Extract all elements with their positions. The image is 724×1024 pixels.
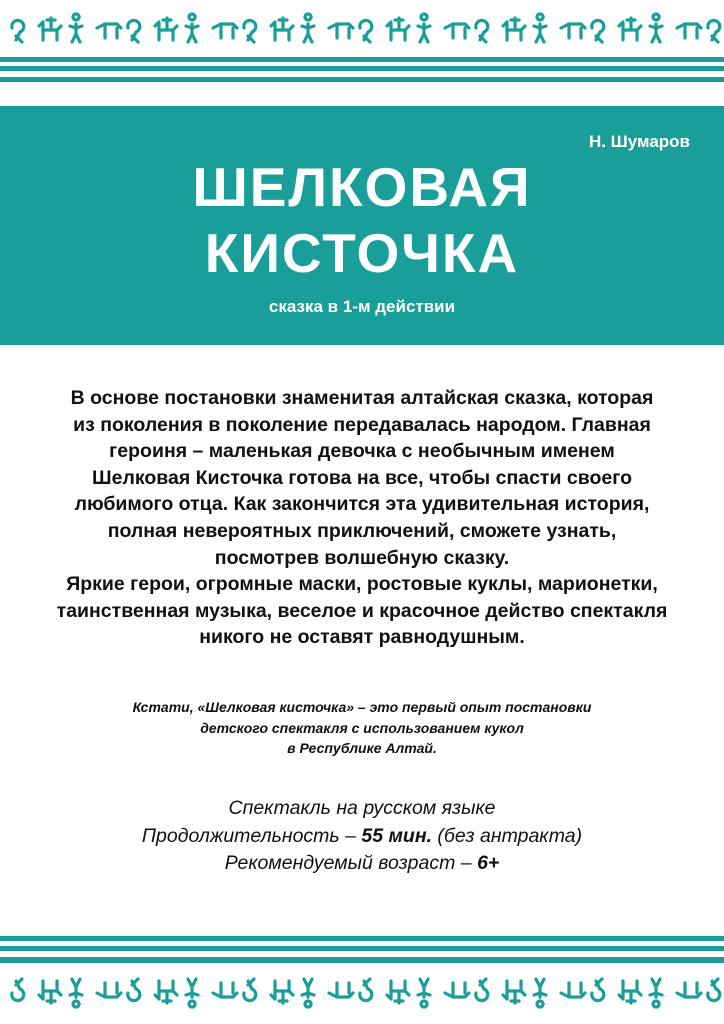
- title-line-1: ШЕЛКОВАЯ: [192, 156, 532, 218]
- note-line: в Республике Алтай.: [287, 740, 437, 756]
- petroglyph-icon: [155, 981, 177, 1003]
- description-line: Шелковая Кисточка готова на все, чтобы спасти своего: [92, 466, 632, 489]
- note-line: Кстати, «Шелковая кисточка» – это первый опыт постановки: [132, 699, 592, 715]
- age-info: [0, 850, 724, 878]
- petroglyph-icon: [476, 20, 488, 42]
- duration-value: 55 мин.: [361, 824, 433, 847]
- petroglyph-icon: [650, 14, 662, 42]
- note: [0, 697, 724, 759]
- petroglyph-icon: [561, 983, 585, 997]
- description-line: никого не оставят равнодушным.: [199, 626, 525, 649]
- description-line: таинственная музыка, веселое и красочное действо спектакля: [56, 599, 668, 622]
- petroglyph-icon: [387, 18, 409, 40]
- petroglyph-icon: [619, 981, 641, 1003]
- petroglyph-icon: [445, 24, 469, 38]
- bottom-stripe-2: [0, 946, 724, 951]
- description-line: В основе постановки знаменитая алтайская сказка, которая: [70, 387, 654, 409]
- petroglyph-icon: [97, 983, 121, 997]
- petroglyph-icon: [70, 14, 82, 42]
- description-line: Яркие герои, огромные маски, ростовые куклы, марионетки,: [66, 573, 658, 596]
- age-value: 6+: [477, 852, 500, 874]
- subtitle: сказка в 1-м действии: [268, 297, 456, 316]
- petroglyph-icon: [271, 981, 293, 1003]
- petroglyph-icon: [418, 14, 430, 42]
- petroglyph-icon: [213, 24, 237, 38]
- bottom-ornament-icon: [0, 973, 724, 1013]
- petroglyph-icon: [708, 979, 720, 1001]
- description-line: из поколения в поколение передавалась народом. Главная: [73, 413, 651, 436]
- petroglyph-icon: [534, 14, 546, 42]
- petroglyph-icon: [592, 20, 604, 42]
- petroglyph-icon: [97, 24, 121, 38]
- top-stripe-3: [0, 77, 724, 82]
- petroglyph-icon: [155, 18, 177, 40]
- description-line: любимого отца. Как закончится эта удивительная история,: [74, 493, 650, 516]
- petroglyph-icon: [39, 18, 61, 40]
- author: Н. Шумаров: [588, 132, 690, 151]
- petroglyph-icon: [186, 979, 198, 1007]
- petroglyph-icon: [128, 979, 140, 1001]
- petroglyph-icon: [70, 979, 82, 1007]
- description-line: героиня – маленькая девочка с необычным именем: [109, 440, 615, 463]
- title-line-2: КИСТОЧКА: [204, 222, 520, 284]
- petroglyph-icon: [39, 981, 61, 1003]
- petroglyph-icon: [561, 24, 585, 38]
- petroglyph-icon: [619, 18, 641, 40]
- duration-label: Продолжительность –: [141, 824, 362, 847]
- petroglyph-icon: [592, 979, 604, 1001]
- petroglyph-icon: [708, 20, 720, 42]
- petroglyph-icon: [128, 20, 140, 42]
- description-line: полная невероятных приключений, сможете узнать,: [107, 519, 617, 542]
- bottom-stripe-3: [0, 957, 724, 963]
- petroglyph-icon: [12, 979, 24, 1001]
- petroglyph-icon: [476, 979, 488, 1001]
- language-info: Спектакль на русском языке: [228, 797, 496, 819]
- description: [0, 385, 724, 651]
- petroglyph-icon: [244, 20, 256, 42]
- petroglyph-icon: [503, 18, 525, 40]
- petroglyph-icon: [360, 20, 372, 42]
- petroglyph-icon: [650, 979, 662, 1007]
- petroglyph-icon: [360, 979, 372, 1001]
- top-ornament-icon: [0, 10, 724, 50]
- petroglyph-icon: [534, 979, 546, 1007]
- description-line: посмотрев волшебную сказку.: [214, 546, 510, 569]
- petroglyph-icon: [271, 18, 293, 40]
- top-stripe-1: [0, 57, 724, 62]
- petroglyph-icon: [503, 981, 525, 1003]
- petroglyph-icon: [418, 979, 430, 1007]
- petroglyph-icon: [302, 979, 314, 1007]
- petroglyph-icon: [213, 983, 237, 997]
- age-label: Рекомендуемый возраст –: [224, 852, 478, 874]
- top-stripe-2: [0, 66, 724, 71]
- note-line: детского спектакля с использованием кукол: [200, 719, 524, 736]
- petroglyph-icon: [186, 14, 198, 42]
- duration-note: (без антракта): [432, 824, 583, 847]
- petroglyph-icon: [677, 24, 701, 38]
- petroglyph-icon: [445, 983, 469, 997]
- bottom-stripe-1: [0, 936, 724, 941]
- duration-info: [0, 823, 724, 851]
- performance-info: [0, 795, 724, 878]
- petroglyph-icon: [677, 983, 701, 997]
- petroglyph-icon: [302, 14, 314, 42]
- petroglyph-icon: [329, 983, 353, 997]
- petroglyph-icon: [387, 981, 409, 1003]
- petroglyph-icon: [329, 24, 353, 38]
- petroglyph-icon: [244, 979, 256, 1001]
- petroglyph-icon: [12, 20, 24, 42]
